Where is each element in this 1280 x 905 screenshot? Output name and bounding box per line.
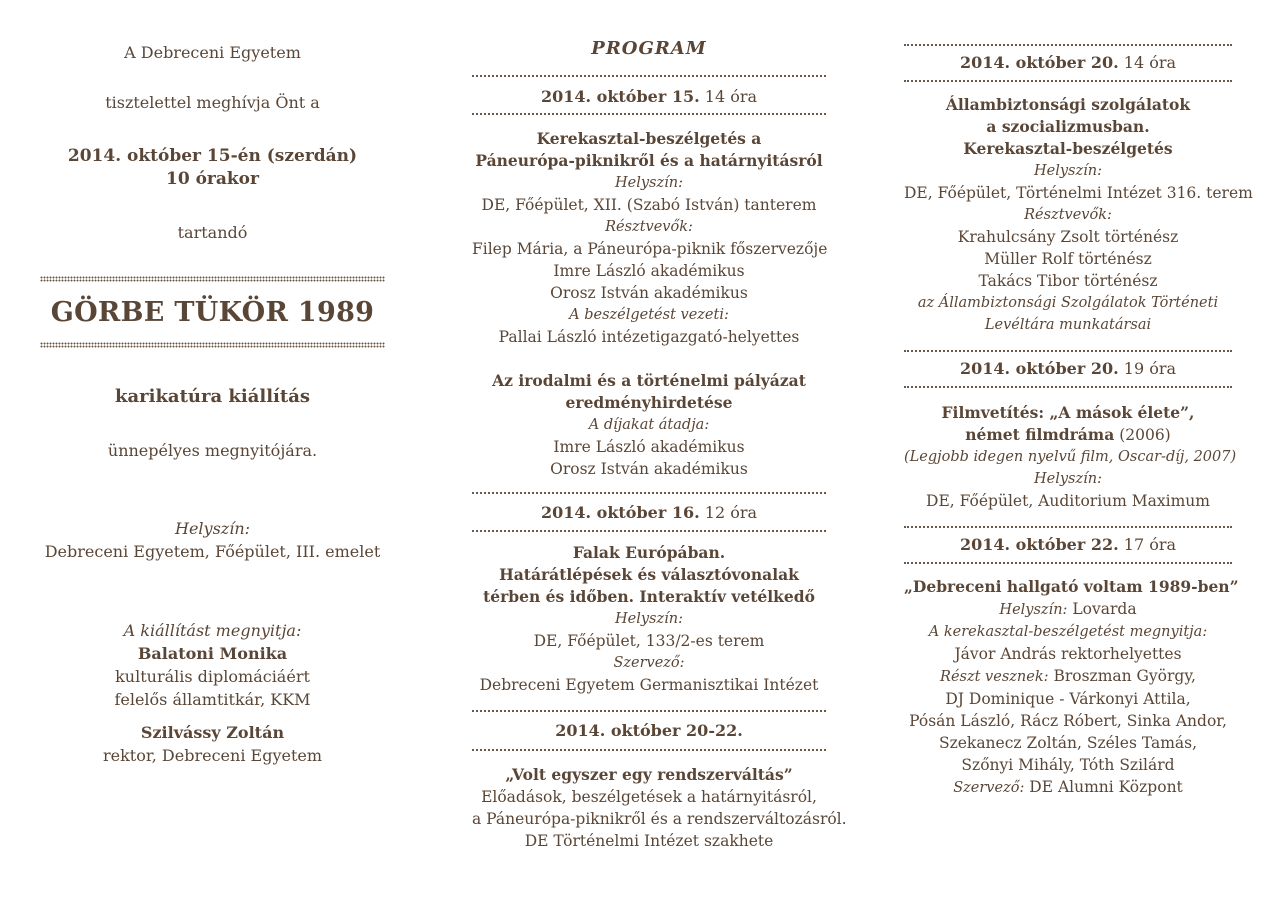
divider <box>472 113 826 115</box>
opener-1-role-1: kulturális diplomáciáért <box>115 667 310 686</box>
event-title: Állambiztonsági szolgálatok <box>945 95 1191 114</box>
program-title: PROGRAM <box>591 38 707 59</box>
event-walls-in-europe <box>472 542 826 696</box>
participant: Müller Rolf történész <box>984 250 1152 268</box>
day-time: 14 óra <box>1123 53 1177 72</box>
awards-label: A díjakat átadja: <box>588 417 710 433</box>
award-note: (Legjobb idegen nyelvű film, Oscar-díj, 2007) <box>904 449 1237 465</box>
opening-ceremony: ünnepélyes megnyitójára. <box>107 441 318 460</box>
participant: Szekanecz Zoltán, Széles Tamás, <box>938 734 1198 752</box>
exhibition-subtitle: karikatúra kiállítás <box>114 386 310 407</box>
venue-label: Helyszín: <box>615 175 683 191</box>
day-time: 12 óra <box>704 503 758 522</box>
venue: DE, Főépület, 133/2-es terem <box>533 632 765 650</box>
held-word: tartandó <box>177 223 248 242</box>
divider <box>904 350 1232 352</box>
event-competition-results <box>472 370 826 480</box>
event-title: térben és időben. Interaktív vetélkedő <box>483 587 815 606</box>
event-history-week <box>472 764 847 852</box>
opener-2-name: Szilvássy Zoltán <box>140 723 285 742</box>
moderator-label: A beszélgetést vezeti: <box>569 307 729 323</box>
day-date: 2014. október 20. <box>959 53 1119 72</box>
program-panel-right <box>904 0 1253 905</box>
opening-date: 2014. október 15-én (szerdán) <box>67 146 358 166</box>
event-title: Falak Európában. <box>572 543 726 562</box>
participant: Orosz István akadémikus <box>550 284 748 302</box>
event-line: a Páneurópa-piknikről és a rendszerváltozásról. <box>472 810 847 828</box>
film-genre: német filmdráma <box>965 425 1115 444</box>
event-line: DE Történelmi Intézet szakhete <box>524 832 774 850</box>
opener: Jávor András rektorhelyettes <box>954 645 1182 663</box>
participant: Broszman György, <box>1053 667 1196 685</box>
organizer: DE Alumni Központ <box>1029 778 1183 796</box>
opener-1-role-2: felelős államtitkár, KKM <box>114 690 311 709</box>
day-header-oct-20-22: 2014. október 20-22. <box>555 721 743 740</box>
day-date: 2014. október 15. <box>540 87 700 106</box>
day-header-oct-20-14 <box>904 52 1232 74</box>
divider <box>472 749 826 751</box>
event-roundtable-piknik <box>472 128 826 348</box>
event-title <box>904 424 1232 446</box>
divider <box>904 562 1232 564</box>
day-date: 2014. október 16. <box>540 503 700 522</box>
archive-staff: Levéltára munkatársai <box>984 317 1152 333</box>
participant: Filep Mária, a Páneurópa-piknik főszervezője <box>472 240 828 258</box>
day-time: 17 óra <box>1123 535 1177 554</box>
event-title: Határátlépések és választóvonalak <box>499 565 799 584</box>
venue-label: Helyszín: <box>615 611 683 627</box>
venue-label: Helyszín: <box>174 519 251 538</box>
venue: Lovarda <box>1072 600 1137 618</box>
organizer-line <box>904 776 1232 799</box>
participants-label: Részt vesznek: <box>940 669 1049 685</box>
divider <box>904 80 1232 82</box>
event-line: Előadások, beszélgetések a határnyitásról, <box>481 788 817 806</box>
participant: Imre László akadémikus <box>553 262 745 280</box>
participant: Szőnyi Mihály, Tóth Szilárd <box>961 756 1175 774</box>
divider <box>904 526 1232 528</box>
opener-2-role: rektor, Debreceni Egyetem <box>102 746 323 765</box>
opener-1-name: Balatoni Monika <box>137 644 288 663</box>
venue-label: Helyszín: <box>999 602 1068 618</box>
event-state-security <box>904 94 1253 336</box>
venue: DE, Főépület, XII. (Szabó István) tanterem <box>481 196 817 214</box>
day-date: 2014. október 22. <box>959 535 1119 554</box>
opener-label: A kiállítást megnyitja: <box>123 621 302 640</box>
title-divider-top <box>40 276 385 282</box>
event-title: „Volt egyszer egy rendszerváltás” <box>505 765 793 784</box>
venue-label: Helyszín: <box>1034 163 1102 179</box>
participant: Pósán László, Rácz Róbert, Sinka Andor, <box>909 712 1227 730</box>
archive-staff: az Állambiztonsági Szolgálatok Történeti <box>917 295 1219 311</box>
award-presenter: Imre László akadémikus <box>553 438 745 456</box>
day-header-oct-22 <box>904 534 1232 556</box>
organizer-label: Szervező: <box>953 780 1025 796</box>
opening-time: 10 órakor <box>166 169 259 189</box>
divider <box>472 530 826 532</box>
exhibition-title: GÖRBE TÜKÖR 1989 <box>50 297 375 328</box>
title-divider-bottom <box>40 342 385 348</box>
day-header-oct-16 <box>472 502 826 524</box>
intro-line-2: tisztelettel meghívja Önt a <box>105 93 320 112</box>
venue: Debreceni Egyetem, Főépület, III. emelet <box>44 542 381 561</box>
divider <box>472 492 826 494</box>
day-time: 14 óra <box>704 87 758 106</box>
venue: DE, Főépület, Történelmi Intézet 316. terem <box>904 184 1253 202</box>
venue-label: Helyszín: <box>1034 471 1102 487</box>
venue-line <box>904 598 1232 621</box>
participants-label: Résztvevők: <box>605 219 693 235</box>
divider <box>472 710 826 712</box>
award-presenter: Orosz István akadémikus <box>550 460 748 478</box>
organizer-label: Szervező: <box>613 655 685 671</box>
divider <box>904 44 1232 46</box>
event-title: Kerekasztal-beszélgetés a <box>536 129 762 148</box>
participant: Krahulcsány Zsolt történész <box>957 228 1179 246</box>
event-title: a szocializmusban. <box>986 117 1150 136</box>
participant: DJ Dominique - Várkonyi Attila, <box>945 690 1191 708</box>
divider <box>472 75 826 77</box>
participants-line <box>904 665 1232 688</box>
program-panel <box>472 0 847 905</box>
day-time: 19 óra <box>1123 359 1177 378</box>
intro-line-1: A Debreceni Egyetem <box>124 43 301 62</box>
participant: Takács Tibor történész <box>978 272 1158 290</box>
event-title: eredményhirdetése <box>565 393 733 412</box>
event-title: Páneurópa-piknikről és a határnyitásról <box>475 151 823 170</box>
moderator: Pallai László intézetigazgató-helyettes <box>498 328 800 346</box>
event-title: Filmvetítés: „A mások élete”, <box>941 403 1195 422</box>
event-alumni-1989 <box>904 576 1239 799</box>
left-panel <box>40 0 385 905</box>
day-header-oct-15 <box>472 86 826 108</box>
organizer: Debreceni Egyetem Germanisztikai Intézet <box>479 676 819 694</box>
opener-label: A kerekasztal-beszélgetést megnyitja: <box>928 624 1208 640</box>
participants-label: Résztvevők: <box>1024 207 1112 223</box>
event-film-screening <box>904 402 1237 512</box>
venue: DE, Főépület, Auditorium Maximum <box>926 492 1210 510</box>
event-title: Az irodalmi és a történelmi pályázat <box>492 371 806 390</box>
day-date: 2014. október 20. <box>959 359 1119 378</box>
event-title: „Debreceni hallgató voltam 1989-ben” <box>904 577 1239 596</box>
film-year: (2006) <box>1119 426 1171 444</box>
event-title: Kerekasztal-beszélgetés <box>963 139 1173 158</box>
divider <box>904 386 1232 388</box>
day-header-oct-20-19 <box>904 358 1232 380</box>
